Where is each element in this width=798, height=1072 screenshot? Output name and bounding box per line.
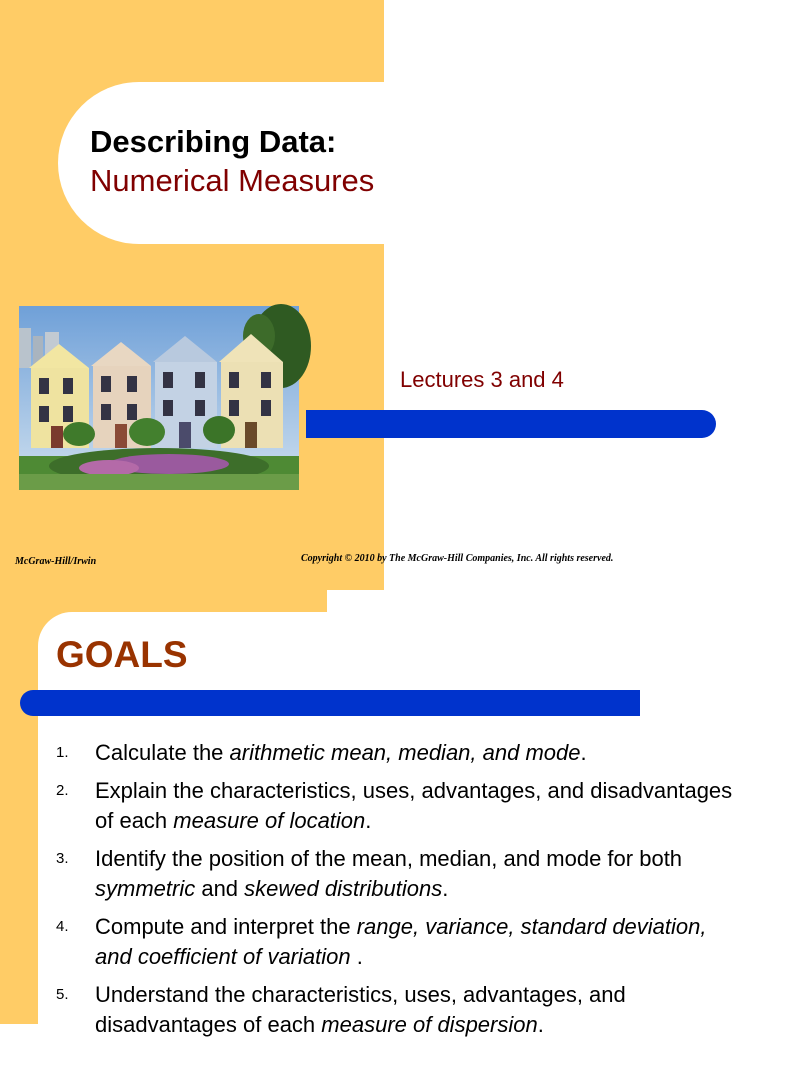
goal-number: 4. — [56, 918, 69, 935]
goal-number: 3. — [56, 850, 69, 867]
goals-slide — [0, 590, 768, 1037]
slide-subtitle: Numerical Measures — [90, 163, 375, 198]
goal-item — [56, 844, 746, 904]
goal-text-run: . — [365, 808, 372, 833]
goal-text — [95, 778, 732, 833]
goal-item — [56, 776, 746, 836]
goal-item — [56, 980, 746, 1040]
goal-number: 2. — [56, 782, 69, 799]
goal-text-run: Understand the characteristics, uses, advantages, and disadvantages of each — [95, 982, 626, 1037]
copyright-notice: Copyright © 2010 by The McGraw-Hill Companies, Inc. All rights reserved. — [301, 553, 614, 564]
slide-title: Describing Data: — [90, 124, 337, 159]
goal-emphasis: symmetric — [95, 876, 196, 901]
publisher-label: McGraw-Hill/Irwin — [15, 556, 97, 567]
goal-text-run: and — [195, 876, 245, 901]
goal-item — [56, 738, 746, 768]
goal-emphasis: skewed distributions — [244, 876, 443, 901]
accent-bar — [306, 410, 716, 438]
goal-emphasis: range, variance, standard deviation, and coefficient of variation — [95, 914, 707, 969]
goal-number: 5. — [56, 986, 69, 1003]
accent-bar — [20, 690, 640, 716]
goal-text — [95, 740, 587, 765]
goal-number: 1. — [56, 744, 69, 761]
goal-text — [95, 914, 707, 969]
goal-text-run: Explain the characteristics, uses, advantages, and disadvantages of each — [95, 778, 733, 833]
houses-photo — [19, 306, 299, 490]
goal-text-run: . — [580, 740, 587, 765]
lectures-label: Lectures 3 and 4 — [400, 367, 564, 392]
goal-emphasis: measure of location — [173, 808, 366, 833]
goal-text-run: Compute and interpret the — [95, 914, 357, 939]
goal-text-run: Calculate the — [95, 740, 230, 765]
goal-text-run: . — [442, 876, 449, 901]
goal-text-run: . — [537, 1012, 544, 1037]
goals-list — [56, 738, 746, 1048]
goal-emphasis: measure of dispersion — [321, 1012, 538, 1037]
goal-item — [56, 912, 746, 972]
goal-text-run: . — [350, 944, 363, 969]
houses-photo-illustration — [19, 306, 299, 490]
goal-text-run: Identify the position of the mean, median, and mode for both — [95, 846, 683, 871]
goal-emphasis: arithmetic mean, median, and mode — [229, 740, 581, 765]
goal-text — [95, 846, 682, 901]
goal-text — [95, 982, 626, 1037]
goals-heading: GOALS — [56, 634, 188, 675]
